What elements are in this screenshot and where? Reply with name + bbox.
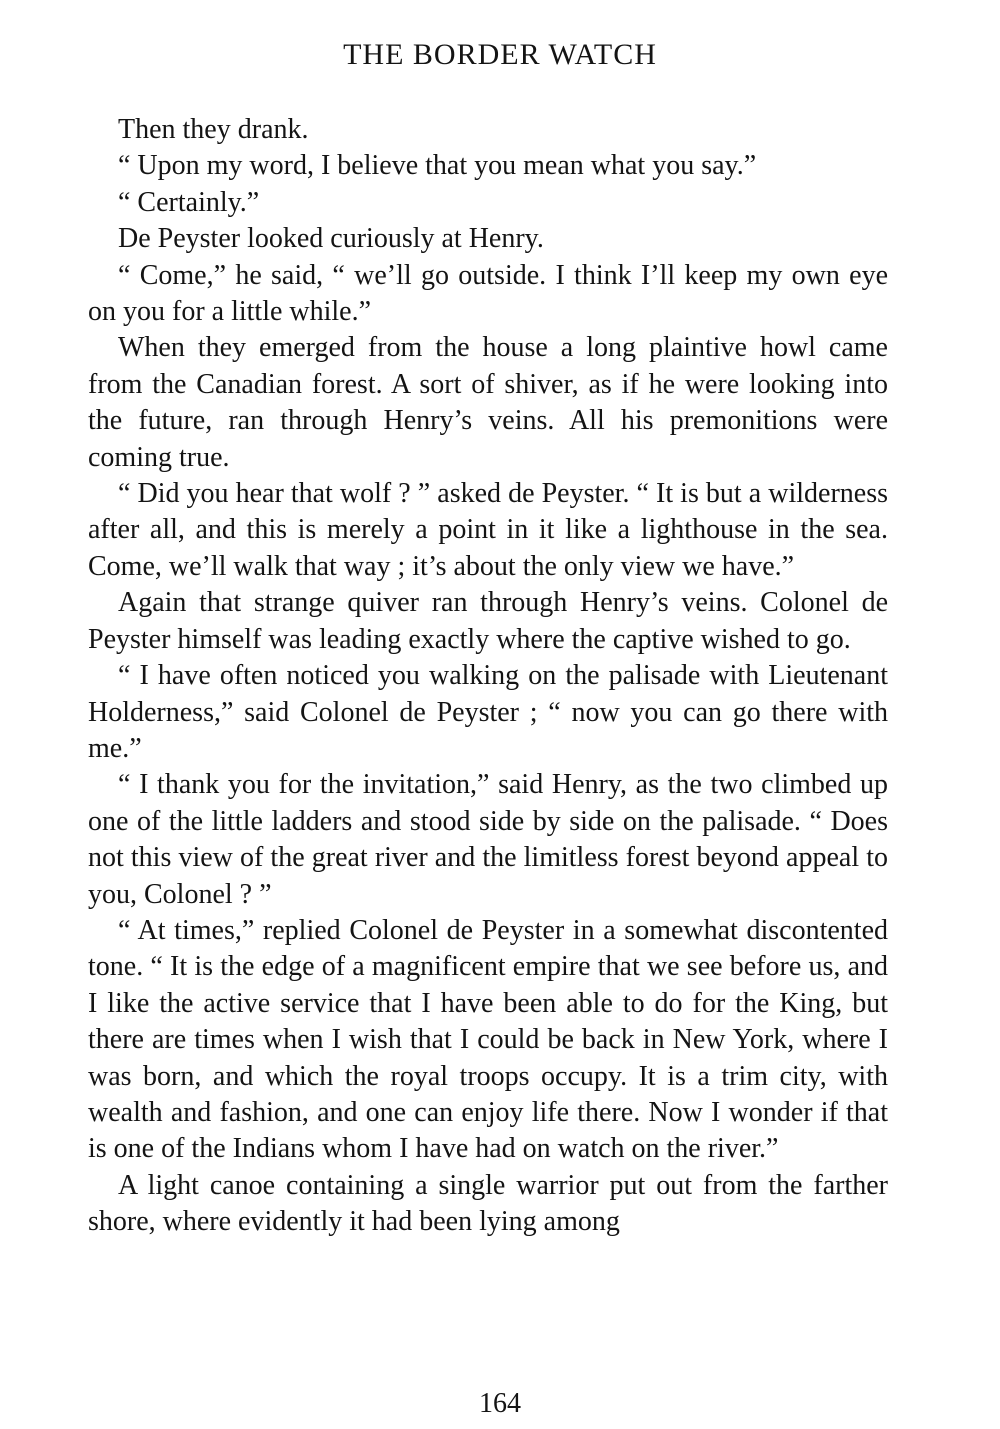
paragraph: De Peyster looked curiously at Henry.: [118, 223, 544, 255]
paragraph: “ I thank you for the invitation,” said Henry, as the two climbed up one of the little ladders and stood side by side on the palisade. “ Does not this view of the great river and the limitless forest beyond appeal to you, Colonel ? ”: [88, 769, 888, 910]
page-number: 164: [479, 1388, 521, 1419]
paragraph: “ At times,” replied Colonel de Peyster in a somewhat discontented tone. “ It is the edge of a magnificent empire that we see before us, and I like the active service that I have been able to do for the King, but there are times when I wish that I could be back in New York, where I was born, and which the royal troops occupy. It is a trim city, with wealth and fashion, and one can enjoy life there. Now I wonder if that is one of the Indians whom I have had on watch on the river.”: [88, 914, 888, 1165]
paragraph: “ Come,” he said, “ we’ll go outside. I think I’ll keep my own eye on you for a little while.”: [88, 259, 888, 328]
paragraph: “ I have often noticed you walking on the palisade with Lieutenant Holderness,” said Colonel de Peyster ; “ now you can go there with me.”: [88, 660, 888, 764]
paragraph: Again that strange quiver ran through Henry’s veins. Colonel de Peyster himself was leading exactly where the captive wished to go.: [88, 587, 888, 655]
paragraph: “ Upon my word, I believe that you mean what you say.”: [118, 150, 757, 182]
paragraph: “ Certainly.”: [118, 186, 260, 218]
paragraph: “ Did you hear that wolf ? ” asked de Peyster. “ It is but a wilderness after all, and this is merely a point in it like a lighthouse in the sea. Come, we’ll walk that way ; it’s about the only view we have.”: [88, 478, 888, 582]
running-head-title: THE BORDER WATCH: [343, 38, 657, 71]
body-text: [88, 112, 888, 1241]
paragraph: A light canoe containing a single warrior put out from the farther shore, where evidently it had been lying among: [88, 1169, 888, 1238]
paragraph: When they emerged from the house a long plaintive howl came from the Canadian forest. A sort of shiver, as if he were looking into the future, ran through Henry’s veins. All his premonitions were coming true.: [88, 332, 888, 473]
paragraph: Then they drank.: [118, 114, 309, 145]
